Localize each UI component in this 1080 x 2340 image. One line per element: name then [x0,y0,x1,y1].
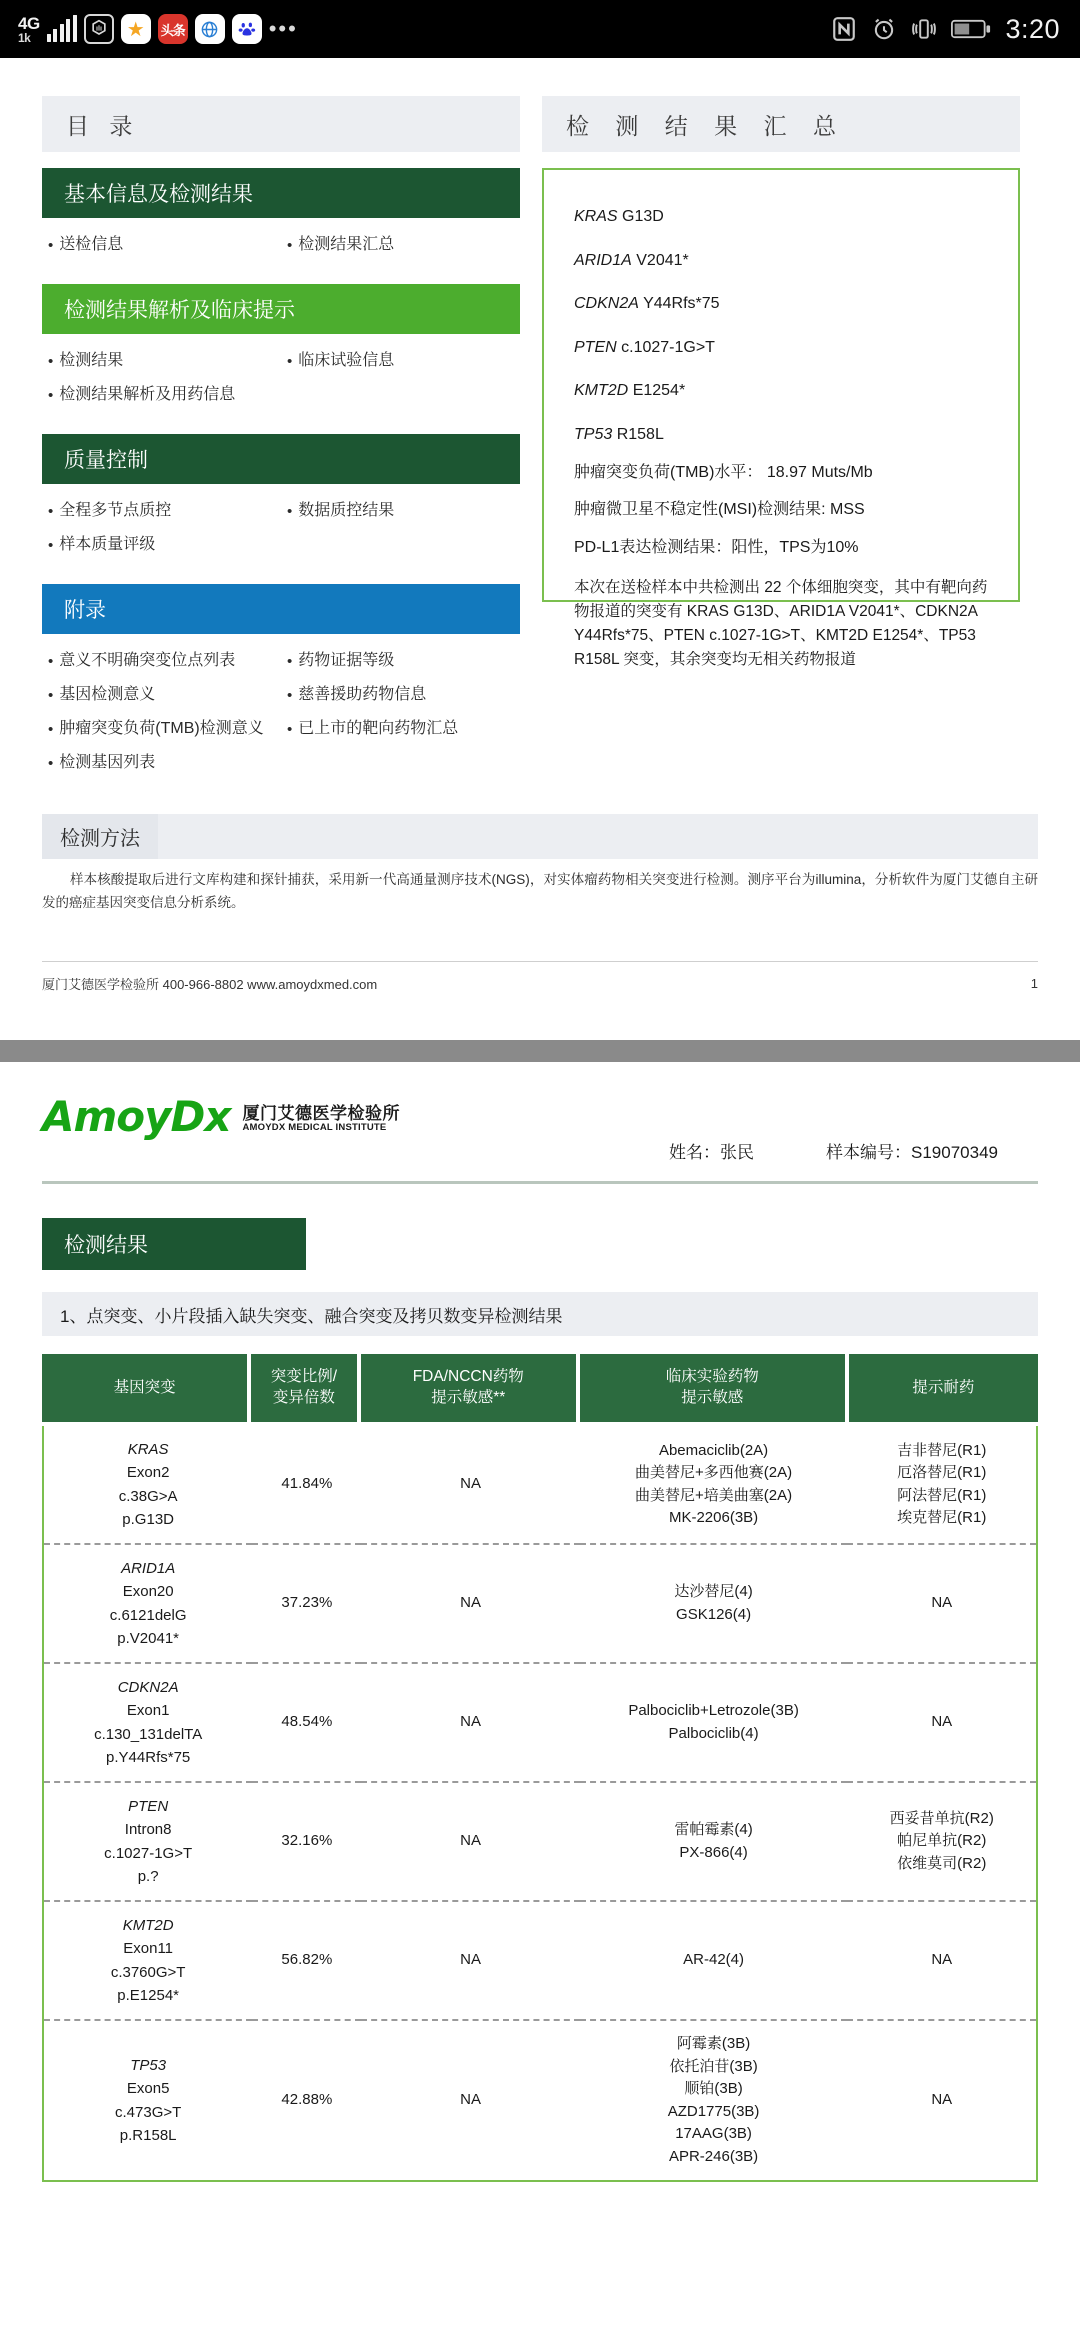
header-line-2: 提示敏感 [681,1389,744,1406]
logo-institute-name [242,1100,400,1134]
toc-item-label: • 药物证据等级 [298,652,395,669]
gene-detail-line: c.1027-1G>T [104,1844,193,1862]
toc-item-drug-evidence-level[interactable] [287,644,520,678]
cell-clinical-drugs [580,2020,848,2180]
status-bar-left [18,14,298,44]
vibrate-icon [911,16,937,42]
page1-footer [42,962,1038,993]
drug-entry: Palbociclib(4) [668,1724,759,1742]
cell-gene-mutation [44,1663,252,1782]
table-header-row [42,1354,1038,1422]
cell-clinical-drugs [580,1901,848,2020]
result-table-header [42,1354,1038,1422]
gene-detail-line: c.6121delG [109,1606,187,1624]
cell-fda-nccn: NA [361,1901,579,2020]
summary-variant-kmt2d [574,382,988,400]
gene-detail-line: p.E1254* [117,1986,180,2004]
page2-header [42,1062,1038,1163]
toc-item-label: • 检测结果解析及用药信息 [59,386,236,403]
toc-item-label: • 慈善援助药物信息 [298,686,427,703]
clock-time: 3:20 [1005,13,1060,44]
drug-entry: 曲美替尼+培美曲塞(2A) [635,1486,793,1504]
drug-entry: 雷帕霉素(4) [674,1821,753,1838]
toc-section-label: 附录 [64,599,106,622]
logo-institute-en: AMOYDX MEDICAL INSTITUTE [242,1122,387,1134]
cell-resistance-drugs [847,1663,1036,1782]
drug-entry: 顺铂(3B) [684,2080,743,2097]
table-row [44,2020,1036,2180]
cell-resistance-drugs [847,1544,1036,1663]
drug-entry: AZD1775(3B) [667,2102,760,2120]
subsection-title: 1、点突变、小片段插入缺失突变、融合突变及拷贝数变异检测结果 [42,1292,1038,1336]
toc-group-analysis [42,334,520,418]
browser-globe-icon[interactable] [195,14,225,44]
gene-detail-line: c.3760G>T [110,1963,186,1981]
gene-detail-line: p.Y44Rfs*75 [106,1748,191,1766]
toutiao-app-icon[interactable] [158,14,188,44]
result-summary-header: 检 测 结 果 汇 总 [542,96,1020,152]
result-summary-panel [542,96,1020,786]
toc-item-gene-test-meaning[interactable] [48,678,281,712]
gene-detail-line: Exon11 [123,1940,174,1958]
result-table-body-wrapper [42,1426,1038,2182]
network-type-indicator [18,15,40,44]
summary-variant-pten [574,339,988,357]
drug-entry: PX-866(4) [679,1843,748,1861]
cell-vaf: 37.23% [252,1544,361,1663]
table-row [44,1426,1036,1544]
toc-item-label: • 检测基因列表 [59,754,156,771]
result-summary-box [542,168,1020,669]
toc-item-gene-list[interactable] [48,746,281,780]
gene-detail-line: c.130_131delTA [94,1725,203,1743]
gene-detail-line: Exon1 [126,1702,170,1720]
footer-page-number: 1 [1030,975,1038,991]
variant-name: R158L [616,425,664,443]
toc-section-label: 质量控制 [64,449,148,472]
summary-tmb: 肿瘤突变负荷(TMB)水平： 18.97 Muts/Mb [574,463,873,481]
drug-entry: 17AAG(3B) [675,2125,752,2142]
cell-clinical-drugs [580,1663,848,1782]
cell-resistance-drugs [847,1426,1036,1544]
cell-fda-nccn: NA [460,2091,481,2109]
table-row [44,1782,1036,1901]
gene-name: PTEN [574,338,617,356]
method-description: 样本核酸提取后进行文库构建和探针捕获，采用新一代高通量测序技术(NGS)，对实体瘤药物相关突变进行检测。测序平台为illumina，分析软件为厦门艾德自主研发的癌症基因突变信息分析系统。 [42,872,1038,910]
toc-item-label: • 肿瘤突变负荷(TMB)检测意义 [59,720,264,737]
header-line-1: 提示耐药 [912,1378,975,1396]
cell-vaf: 32.16% [252,1782,361,1901]
toc-section-appendix[interactable] [42,584,520,634]
cell-clinical-drugs [580,1544,848,1663]
drug-entry: 厄洛替尼(R1) [897,1464,987,1481]
footer-company-contact: 厦门艾德医学检验所 400-966-8802 www.amoydxmed.com [42,976,378,992]
cell-resistance-drugs [847,1901,1036,2020]
method-label: 检测方法 [42,814,158,859]
toc-item-label: • 基因检测意义 [59,686,156,703]
star-glyph: ★ [126,18,145,41]
summary-msi: 肿瘤微卫星不稳定性(MSI)检测结果: MSS [574,501,865,519]
alarm-icon [871,16,897,42]
logo-wordmark: AmoyDx [42,1092,231,1141]
table-of-contents [42,96,520,786]
patient-meta [669,1096,1038,1163]
drug-entry: 埃克替尼(R1) [897,1509,987,1526]
summary-paragraph: 本次在送检样本中共检测出 22 个体细胞突变，其中有靶向药物报道的突变有 KRAS G13D、ARID1A V2041*、CDKN2A Y44Rfs*75、PTEN c.1027-1G>T、KMT2D E1254*、TP53 R158L 突变，其余突变均无相关药物报道 [574,579,988,669]
cell-gene-mutation [44,1426,252,1544]
drug-entry: Abemaciclib(2A) [658,1441,769,1459]
drug-entry: MK-2206(3B) [668,1509,759,1526]
toc-item-data-qc-result[interactable] [287,494,520,528]
toc-group-quality-control [42,484,520,568]
toc-item-charity-drug-info[interactable] [287,678,520,712]
drug-entry: AR-42(4) [683,1951,744,1969]
gene-detail-line: Exon20 [122,1583,174,1601]
cell-gene-mutation [44,2020,252,2180]
toutiao-glyph: 头条 [160,22,185,38]
col-header-clinical-trial-drugs [580,1354,849,1422]
method-section-header [42,814,1038,859]
variant-name: c.1027-1G>T [621,338,715,356]
gene-detail-line: c.473G>T [115,2103,182,2121]
gene-name: TP53 [130,2057,167,2074]
variant-name: Y44Rfs*75 [643,295,720,313]
gene-detail-line: Exon5 [126,2080,170,2098]
toc-item-label: • 检测结果 [59,352,124,369]
toc-item-clinical-trial[interactable] [287,344,520,378]
toc-section-label: 检测结果解析及临床提示 [64,299,295,322]
drug-entry: APR-246(3B) [668,2147,759,2165]
battery-icon [951,18,991,40]
toc-item-tmb-meaning[interactable] [48,712,281,746]
drug-entry: Palbociclib+Letrozole(3B) [628,1702,799,1719]
toc-item-sample-quality-grade[interactable] [48,528,281,562]
patient-name: 姓名：张民 [669,1143,755,1162]
drug-entry: 西妥昔单抗(R2) [889,1809,994,1827]
gene-name: ARID1A [121,1560,176,1577]
table-row [44,1544,1036,1663]
cell-fda-nccn: NA [361,1663,579,1782]
page-separator [0,1040,1080,1062]
header-line-1: 基因突变 [113,1378,176,1396]
gene-name: KRAS [574,208,618,225]
toc-group-basic-info [42,218,520,268]
drug-entry: NA [931,1713,953,1731]
document-scroll-area[interactable] [0,58,1080,2340]
summary-pdl1: PD-L1表达检测结果：阳性，TPS为10% [574,538,859,556]
stop-hand-icon [84,14,114,44]
toc-item-label: • 已上市的靶向药物汇总 [298,720,459,737]
toc-item-submission-info[interactable] [48,228,281,262]
table-row [44,1901,1036,2020]
header-line-2: 提示敏感** [431,1389,506,1406]
nfc-icon [831,16,857,42]
section-title-test-result: 检测结果 [42,1218,306,1270]
gene-detail-line: Intron8 [124,1821,172,1839]
toc-group-appendix [42,634,520,786]
cell-fda-nccn: NA [361,1426,579,1544]
drug-entry: 阿法替尼(R1) [897,1486,987,1504]
toc-section-quality-control[interactable] [42,434,520,484]
toc-item-label: • 送检信息 [59,236,124,253]
cell-fda-nccn: NA [361,1782,579,1901]
header-line-1: FDA/NCCN药物 [412,1368,524,1386]
status-bar-right [831,0,1060,58]
gene-detail-line: c.38G>A [118,1487,178,1505]
cell-fda-nccn: NA [361,1544,579,1663]
cell-resistance-drugs [847,2020,1036,2180]
drug-entry: 达沙替尼(4) [674,1583,753,1600]
header-line-1: 临床实验药物 [665,1368,759,1386]
gene-detail-line: Exon2 [126,1464,170,1482]
logo-institute-cn: 厦门艾德医学检验所 [242,1103,400,1123]
variant-name: V2041* [636,251,689,269]
result-table-body [44,1426,1036,2180]
page1-columns [42,58,1038,786]
toc-item-label: • 数据质控结果 [298,502,395,519]
cell-gene-mutation [44,1544,252,1663]
toc-header: 目 录 [42,96,520,152]
gene-name: CDKN2A [117,1679,179,1696]
toc-item-vus-list[interactable] [48,644,281,678]
toc-section-analysis[interactable] [42,284,520,334]
variant-name: G13D [622,208,664,225]
toc-section-label: 基本信息及检测结果 [64,183,253,206]
toc-item-label: • 样本质量评级 [59,536,156,553]
toc-item-marketed-targeted-drugs[interactable] [287,712,520,746]
cell-vaf: 56.82% [252,1901,361,2020]
col-header-gene-mutation [42,1354,251,1422]
cell-gene-mutation [44,1782,252,1901]
report-page-2 [0,1062,1080,2340]
dots-glyph: ••• [268,16,298,41]
table-row [44,1663,1036,1782]
drug-entry: NA [931,1951,953,1969]
cell-vaf: 48.54% [252,1663,361,1782]
drug-entry: NA [931,1594,953,1612]
header-divider [42,1181,1038,1184]
summary-variant-tp53 [574,426,988,444]
toc-item-test-result[interactable] [48,344,281,378]
cell-vaf: 42.88% [281,2091,333,2109]
drug-entry: 依维莫司(R2) [897,1854,987,1872]
drug-entry: 吉非替尼(R1) [897,1441,987,1459]
header-line-1: 突变比例/ [270,1368,338,1386]
summary-variant-cdkn2a [574,295,988,313]
variant-name: E1254* [632,382,686,400]
toc-item-multinode-qc[interactable] [48,494,281,528]
drug-entry: NA [931,2091,953,2109]
gene-name: CDKN2A [574,295,639,313]
status-bar [0,0,1080,58]
gene-detail-line: p.? [137,1867,159,1885]
col-header-resistance [849,1354,1038,1422]
report-page-1 [0,58,1080,1040]
star-app-icon[interactable] [121,14,151,44]
col-header-vaf [251,1354,361,1422]
network-sub-label: 1k [18,30,31,45]
toc-item-result-interpretation[interactable] [48,378,281,412]
gene-name: KMT2D [122,1917,174,1934]
sample-id: 样本编号：S19070349 [826,1143,998,1162]
toc-item-result-summary[interactable] [287,228,520,262]
gene-name: ARID1A [574,251,632,269]
gene-detail-line: p.V2041* [117,1629,180,1647]
drug-entry: 阿霉素(3B) [676,2035,751,2052]
cell-clinical-drugs [580,1426,848,1544]
cell-gene-mutation [44,1901,252,2020]
gene-name: KRAS [127,1441,169,1458]
toc-item-label: • 临床试验信息 [298,352,395,369]
gene-detail-line: p.R158L [119,2126,177,2144]
cell-vaf: 41.84% [252,1426,361,1544]
cell-clinical-drugs [580,1782,848,1901]
signal-bars-icon [47,16,77,42]
drug-entry: 帕尼单抗(R2) [897,1832,987,1850]
header-line-2: 变异倍数 [272,1389,335,1406]
gene-detail-line: p.G13D [122,1510,174,1528]
method-header-filler [158,814,1038,859]
gene-name: PTEN [128,1798,169,1815]
drug-entry: GSK126(4) [676,1605,752,1623]
gene-name: KMT2D [574,382,629,400]
more-dots-icon[interactable] [268,16,298,41]
toc-section-basic-info[interactable] [42,168,520,218]
network-type-label: 4G [18,13,40,33]
toc-item-label: • 检测结果汇总 [298,236,395,253]
drug-entry: 曲美替尼+多西他赛(2A) [635,1464,793,1481]
baidu-app-icon[interactable] [232,14,262,44]
summary-variant-arid1a [574,252,988,270]
summary-variant-kras [574,208,988,226]
col-header-fda-nccn [361,1354,580,1422]
toc-item-label: • 全程多节点质控 [59,502,172,519]
cell-resistance-drugs [847,1782,1036,1901]
amoydx-logo [42,1092,400,1141]
gene-name: TP53 [574,425,613,443]
drug-entry: 依托泊苷(3B) [669,2057,758,2075]
toc-item-label: • 意义不明确突变位点列表 [59,652,236,669]
